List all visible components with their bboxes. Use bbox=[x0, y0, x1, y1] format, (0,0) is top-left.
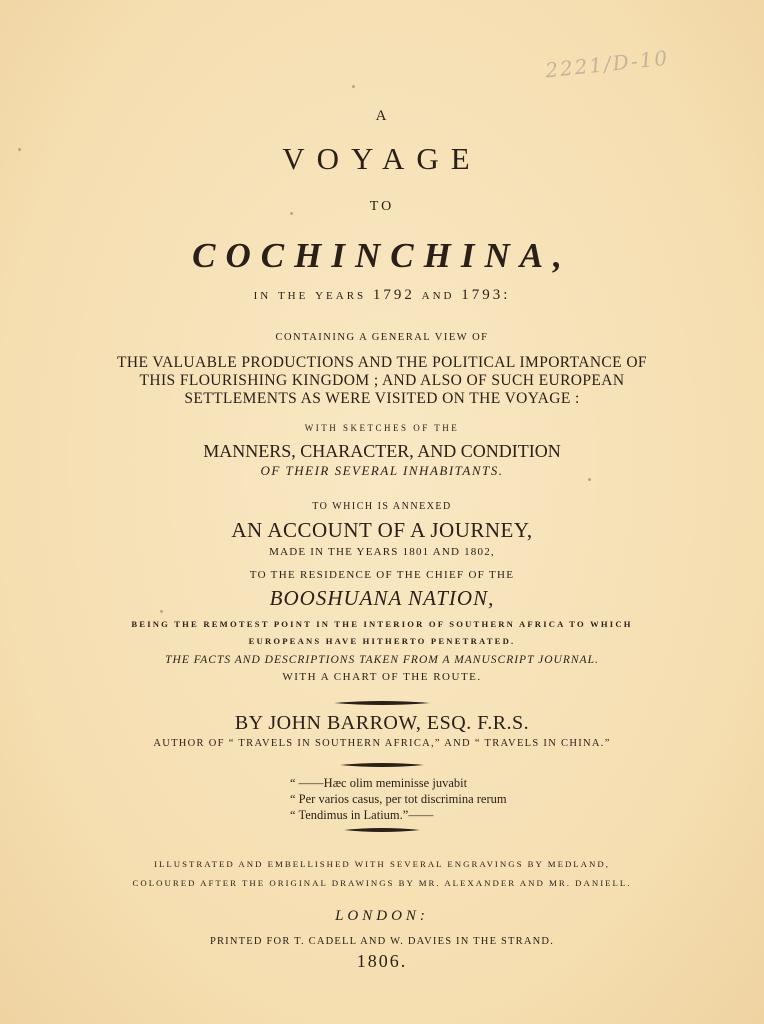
title-to: TO bbox=[369, 199, 395, 214]
pencil-shelfmark: 2221/D-10 bbox=[544, 45, 671, 83]
author-works: AUTHOR OF “ TRAVELS IN SOUTHERN AFRICA,” AND “ TRAVELS IN CHINA.” bbox=[153, 738, 611, 749]
containing-line: THIS FLOURISHING KINGDOM ; AND ALSO OF SUCH EUROPEAN bbox=[139, 372, 625, 389]
annex-residence: TO THE RESIDENCE OF THE CHIEF OF THE bbox=[249, 569, 515, 581]
paper-fleck bbox=[290, 212, 293, 215]
paper-fleck bbox=[352, 85, 355, 88]
facts-note: THE FACTS AND DESCRIPTIONS TAKEN FROM A MANUSCRIPT JOURNAL. bbox=[165, 654, 599, 666]
containing-intro: CONTAINING A GENERAL VIEW OF bbox=[275, 332, 489, 343]
ornamental-rule bbox=[0, 826, 764, 834]
imprint-city: LONDON: bbox=[335, 908, 429, 924]
annex-being-block bbox=[0, 616, 764, 650]
epigraph-line: “ Tendimus in Latium.”—— bbox=[290, 808, 434, 822]
annex-account: AN ACCOUNT OF A JOURNEY, bbox=[231, 518, 533, 542]
imprint-year: 1806. bbox=[356, 951, 408, 971]
author-byline: BY JOHN BARROW, ESQ. F.R.S. bbox=[234, 712, 530, 734]
epigraph-line: “ ——Hæc olim meminisse juvabit bbox=[290, 776, 468, 790]
illustrations-block bbox=[0, 855, 764, 893]
annex-being-line: BEING THE REMOTEST POINT IN THE INTERIOR OF SOUTHERN AFRICA TO WHICH bbox=[131, 619, 633, 629]
sketches-manners: MANNERS, CHARACTER, AND CONDITION bbox=[203, 441, 561, 461]
annex-made: MADE IN THE YEARS 1801 AND 1802, bbox=[269, 546, 495, 558]
annex-intro: TO WHICH IS ANNEXED bbox=[312, 501, 452, 512]
paper-fleck bbox=[18, 148, 21, 151]
paper-fleck bbox=[588, 478, 591, 481]
title-voyage: VOYAGE bbox=[282, 141, 482, 176]
annex-nation: BOOSHUANA NATION, bbox=[269, 586, 495, 610]
illustrations-line: COLOURED AFTER THE ORIGINAL DRAWINGS BY MR. ALEXANDER AND MR. DANIELL. bbox=[132, 878, 632, 888]
containing-line: THE VALUABLE PRODUCTIONS AND THE POLITICAL IMPORTANCE OF bbox=[117, 354, 647, 371]
paper-fleck bbox=[160, 610, 163, 613]
sketches-inhabitants: OF THEIR SEVERAL INHABITANTS. bbox=[260, 463, 504, 478]
title-place: COCHINCHINA, bbox=[192, 236, 572, 275]
ornamental-rule bbox=[0, 761, 764, 769]
title-years: in the years 1792 and 1793: bbox=[253, 287, 511, 303]
illustrations-line: ILLUSTRATED AND EMBELLISHED WITH SEVERAL ENGRAVINGS BY MEDLAND, bbox=[154, 859, 610, 869]
containing-line: SETTLEMENTS AS WERE VISITED ON THE VOYAGE : bbox=[184, 390, 580, 407]
ornamental-rule bbox=[0, 699, 764, 707]
epigraph-line: “ Per varios casus, per tot discrimina rerum bbox=[290, 792, 507, 806]
sketches-intro: WITH SKETCHES OF THE bbox=[304, 423, 460, 433]
containing-block bbox=[0, 354, 764, 408]
chart-note: WITH A CHART OF THE ROUTE. bbox=[282, 671, 482, 683]
annex-being-line: EUROPEANS HAVE HITHERTO PENETRATED. bbox=[248, 636, 516, 646]
imprint-printer: PRINTED FOR T. CADELL AND W. DAVIES IN THE STRAND. bbox=[209, 936, 555, 947]
title-article: A bbox=[375, 108, 389, 124]
